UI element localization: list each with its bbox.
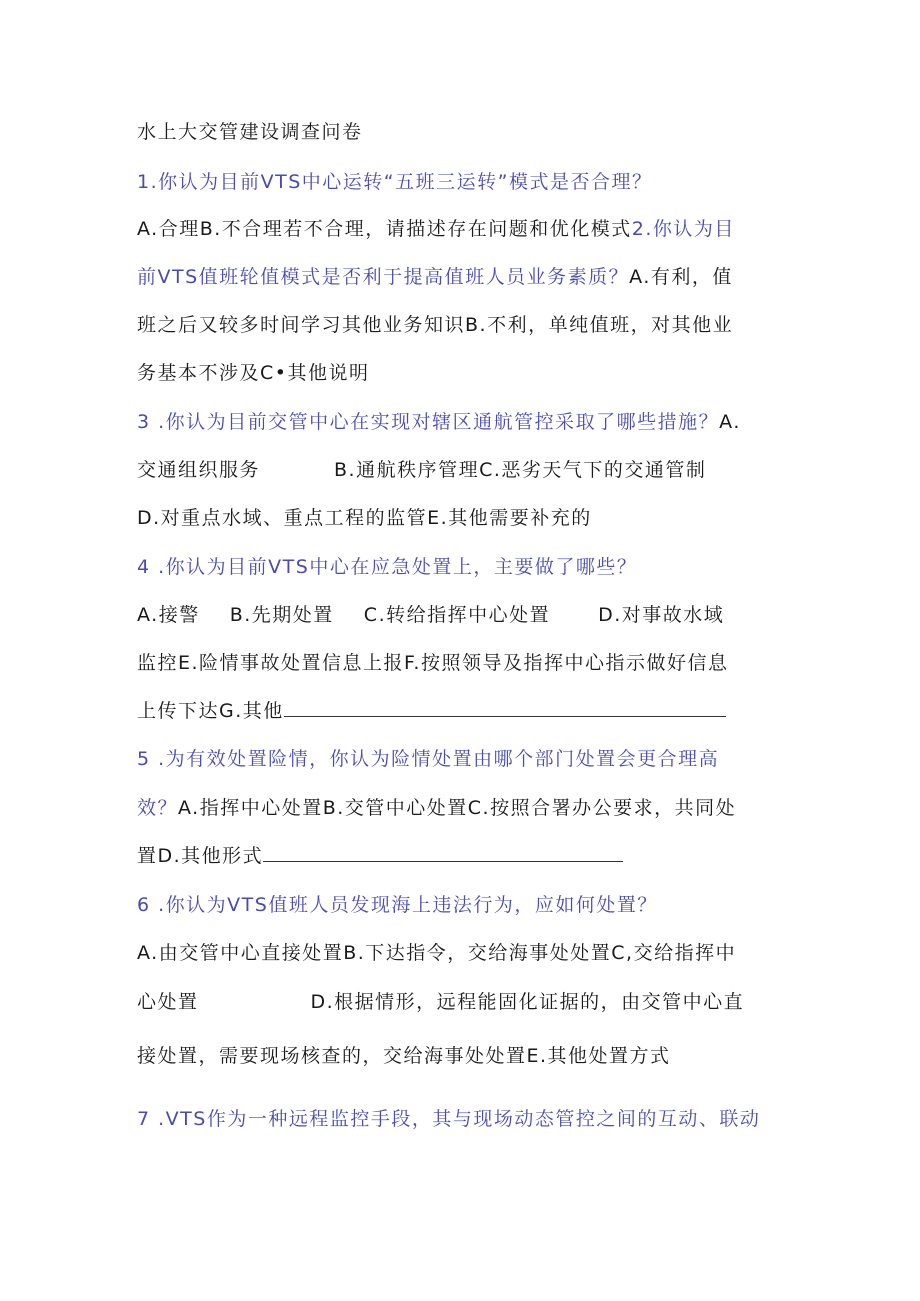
question-4-option-c: C.转给指挥中心处置 bbox=[363, 604, 551, 626]
question-3: 3 .你认为目前交管中心在实现对辖区通航管控采取了哪些措施？ bbox=[137, 411, 720, 433]
question-1-options: A.合理B.不合理若不合理，请描述存在问题和优化模式 bbox=[137, 218, 632, 240]
question-4-line-2 bbox=[137, 601, 797, 629]
question-6: 6 .你认为VTS值班人员发现海上违法行为，应如何处置？ bbox=[137, 894, 658, 916]
question-2-start: 2.你认为目 bbox=[631, 218, 735, 240]
question-1-options-line bbox=[137, 215, 797, 243]
question-6-line-4: 接处置，需要现场核查的，交给海事处处置E.其他处置方式 bbox=[137, 1045, 671, 1067]
question-6-option-d: D.根据情形，远程能固化证据的，由交管中心直 bbox=[310, 991, 745, 1013]
question-5: 5 .为有效处置险情，你认为险情处置由哪个部门处置会更合理高 bbox=[137, 748, 720, 770]
question-4-answer-blank[interactable] bbox=[284, 698, 726, 717]
question-2-cont: 前VTS值班轮值模式是否利于提高值班人员业务素质？ bbox=[137, 266, 630, 288]
question-4-line-3: 监控E.险情事故处置信息上报F.按照领导及指挥中心指示做好信息 bbox=[137, 652, 729, 674]
question-1: 1.你认为目前VTS中心运转“五班三运转”模式是否合理？ bbox=[137, 171, 653, 193]
question-3-line-1 bbox=[137, 408, 797, 436]
question-4-option-g: 上传下达G.其他 bbox=[137, 700, 284, 722]
question-4: 4 .你认为目前VTS中心在应急处置上，主要做了哪些？ bbox=[137, 556, 638, 578]
question-2-line-2 bbox=[137, 263, 797, 291]
question-3-line-2 bbox=[137, 456, 797, 484]
question-5-cont: 效？ bbox=[137, 797, 179, 819]
question-4-option-a: A.接警 bbox=[137, 604, 200, 626]
question-6-option-c-tail: 心处置 bbox=[137, 991, 199, 1013]
question-7: 7 .VTS作为一种远程监控手段，其与现场动态管控之间的互动、联动 bbox=[137, 1108, 761, 1130]
question-5-answer-blank[interactable] bbox=[263, 843, 623, 862]
question-6-line-2: A.由交管中心直接处置B.下达指令，交给海事处处置C,交给指挥中 bbox=[137, 942, 737, 964]
question-5-option-d: 置D.其他形式 bbox=[137, 845, 264, 867]
question-5-options: A.指挥中心处置B.交管中心处置C.按照合署办公要求，共同处 bbox=[178, 797, 737, 819]
question-5-line-3 bbox=[137, 842, 797, 870]
question-4-option-d: D.对事故水域 bbox=[598, 604, 725, 626]
question-2-line-3: 班之后又较多时间学习其他业务知识B.不利，单纯值班，对其他业 bbox=[137, 314, 734, 336]
question-4-line-4 bbox=[137, 697, 797, 725]
question-5-line-2 bbox=[137, 794, 797, 822]
question-3-option-a: 交通组织服务 bbox=[137, 459, 261, 481]
question-6-line-3 bbox=[137, 988, 797, 1016]
question-3-line-3: D.对重点水域、重点工程的监管E.其他需要补充的 bbox=[137, 507, 592, 529]
question-2-line-4: 务基本不涉及C•其他说明 bbox=[137, 362, 370, 384]
question-3-option-a-label: A. bbox=[719, 411, 741, 433]
question-4-option-b: B.先期处置 bbox=[229, 604, 334, 626]
question-3-options-bc: B.通航秩序管理C.恶劣天气下的交通管制 bbox=[334, 459, 707, 481]
question-2-option-a: A.有利，值 bbox=[629, 266, 733, 288]
document-title: 水上大交管建设调查问卷 bbox=[137, 121, 363, 143]
